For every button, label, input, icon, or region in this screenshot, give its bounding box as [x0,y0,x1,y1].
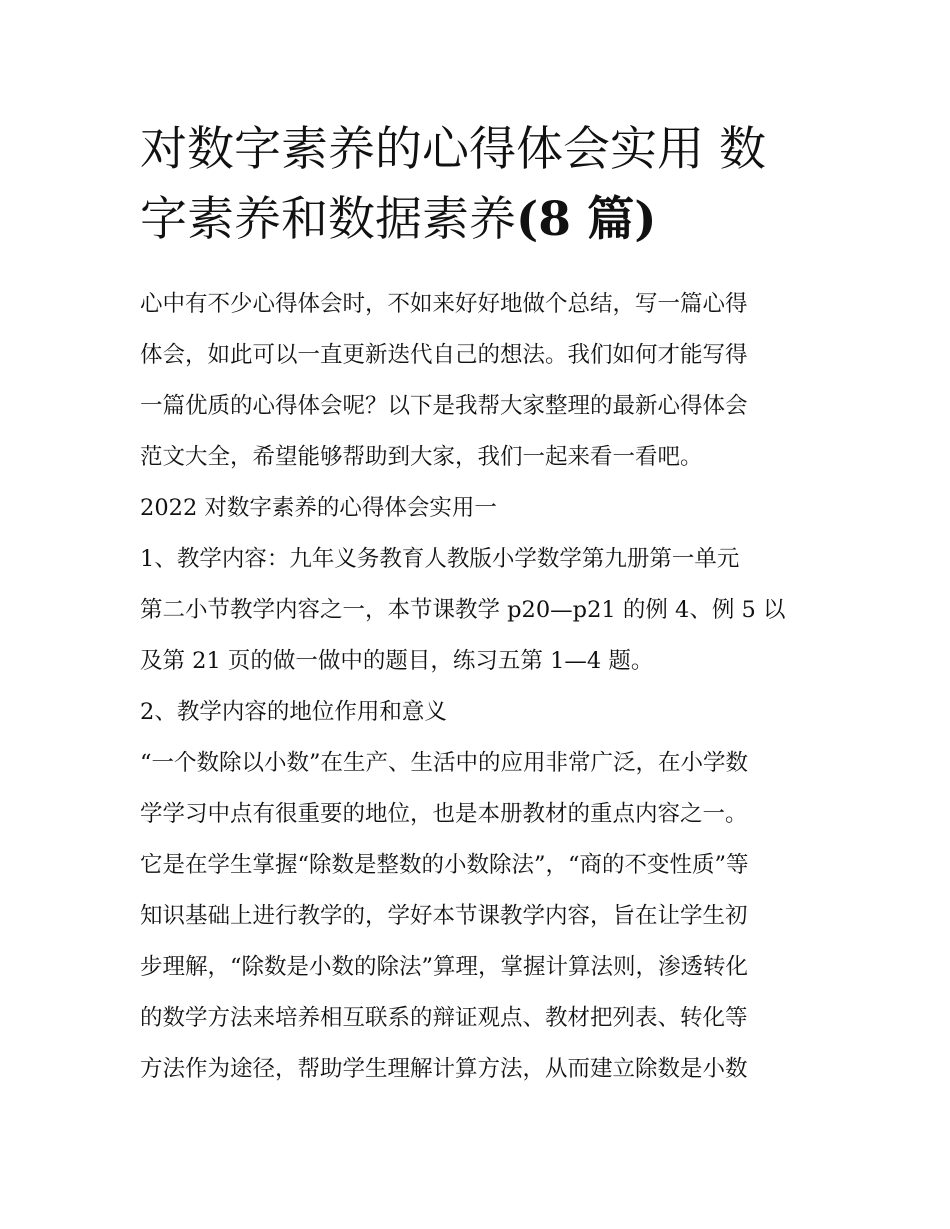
document-title [140,115,820,255]
significance-paragraph: “一个数除以小数”在生产、生活中的应用非常广泛，在小学数 学学习中点有很重要的地位，也是本册教材的重点内容之一。 它是在学生掌握“除数是整数的小数除法”，“商的不变性质”等 知识基础上进行教学的，学好本节课教学内容，旨在让学生初 步理解，“除数是小数的除法”算理，掌握计算法则，渗透转化 的数学方法来培养相互联系的辩证观点、教材把列表、转化等 方法作为途径，帮助学生理解计算方法，从而建立除数是小数 [140,750,749,1082]
subsection-heading: 2、教学内容的地位作用和意义 [140,699,447,725]
document-body [140,115,820,1095]
teaching-content-paragraph: 1、教学内容：九年义务教育人教版小学数学第九册第一单元 第二小节教学内容之一，本节课教学 p20—p21 的例 4、例 5 以 及第 21 页的做一做中的题目，练习五第 1—4 题。 [140,546,786,674]
section-heading: 2022 对数字素养的心得体会实用一 [140,495,497,521]
title-line-2-prefix: 字素养和数据素养 [140,192,516,247]
title-line-1: 对数字素养的心得体会实用 数 [140,122,766,177]
paragraph-list [140,279,820,1095]
intro-paragraph: 心中有不少心得体会时，不如来好好地做个总结，写一篇心得 体会，如此可以一直更新迭代自己的想法。我们如何才能写得 一篇优质的心得体会呢？以下是我帮大家整理的最新心得体会 范文大全，希望能够帮助到大家，我们一起来看一看吧。 [140,291,748,470]
title-line-2-suffix: (8 篇) [516,192,657,247]
